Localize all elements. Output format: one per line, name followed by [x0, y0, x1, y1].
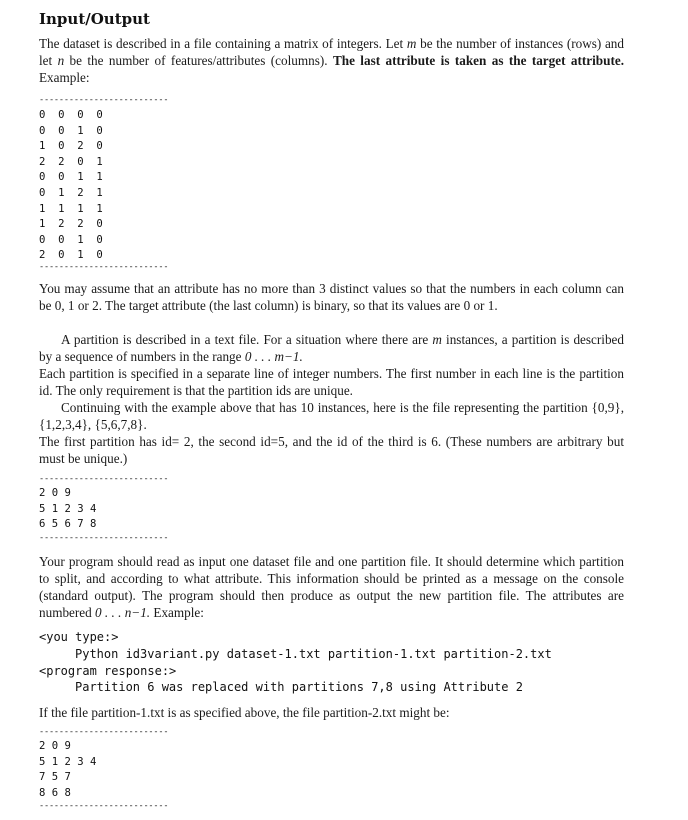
code-line: 0 0 0 0: [39, 109, 103, 121]
you-type-label: <you type:>: [39, 630, 119, 644]
attribute-values-paragraph: You may assume that an attribute has no more than 3 distinct values so that the numbers in each column can be 0, 1 or 2. The target attribute (the last column) is binary, so that its values are 0 or 1.: [39, 281, 624, 313]
code-line: 0 0 1 0: [39, 124, 103, 137]
code-line: 0 0 1 0: [39, 233, 103, 246]
code-line: 2 0 9: [39, 740, 71, 752]
intro-bold-text: The last attribute is taken as the target attribute.: [332, 53, 624, 68]
program-behavior-text-2: Example:: [150, 605, 204, 620]
code-line: 0 0 1 1: [39, 171, 103, 184]
program-behavior-range: 0 . . . n−1.: [95, 605, 151, 620]
intro-paragraph: [39, 35, 624, 86]
dataset-code-block: [39, 108, 103, 264]
separator-bottom-partition2: --------------------------: [39, 801, 169, 811]
code-line: 1 0 2 0: [39, 140, 103, 153]
intro-var-n: n: [57, 53, 65, 68]
code-line: 5 1 2 3 4: [39, 502, 97, 515]
code-line: 1 2 2 0: [39, 218, 103, 231]
partition-desc-range: 0 . . . m−1.: [244, 349, 303, 364]
code-line: 0 1 2 1: [39, 186, 103, 199]
separator-bottom-partition1: --------------------------: [39, 533, 169, 543]
code-line: 2 0 9: [39, 487, 71, 499]
partition-description-paragraph: [39, 331, 624, 365]
code-line: 2 2 0 1: [39, 155, 103, 168]
intro-text-2: be the number of instances (rows) and let: [39, 36, 624, 68]
partition1-code-block: [39, 486, 96, 533]
code-line: 7 5 7: [39, 771, 71, 784]
code-line: 6 5 6 7 8: [39, 518, 97, 531]
separator-top-partition1: --------------------------: [39, 474, 169, 484]
section-heading: Input/Output: [39, 10, 150, 28]
code-line: 8 6 8: [39, 786, 71, 799]
intro-text-3: be the number of features/attributes (columns).: [64, 53, 333, 68]
partition-desc-var-m: m: [432, 332, 442, 347]
code-line: 1 1 1 1: [39, 202, 103, 215]
intro-text-4: Example:: [39, 70, 90, 85]
partition-desc-text-1: A partition is described in a text file. For a situation where there are: [61, 332, 433, 347]
partition-desc-text-2: instances, a partition is described by a sequence of numbers in the range: [39, 332, 624, 364]
partition-ids-paragraph: The first partition has id= 2, the second id=5, and the id of the third is 6. (These numbers are arbitrary but must be unique.): [39, 434, 624, 466]
separator-top-partition2: --------------------------: [39, 727, 169, 737]
partition2-intro-paragraph: If the file partition-1.txt is as specified above, the file partition-2.txt might be:: [39, 705, 450, 720]
program-behavior-paragraph: [39, 553, 624, 621]
program-behavior-text-1: Your program should read as input one dataset file and one partition file. It should determine which partition to split, and according to what attribute. This information should be printed as a message on the console (standard output). The program should then produce as output the new partition file. The attributes are numbered: [39, 554, 624, 620]
program-response-label: <program response:>: [39, 664, 177, 678]
continuing-example-paragraph: Continuing with the example above that has 10 instances, here is the file representing the partition {0,9}, {1,2,3,4}, {5,6,7,8}.: [39, 400, 624, 432]
intro-var-m: m: [406, 36, 417, 51]
code-line: 2 0 1 0: [39, 249, 103, 262]
partition-line-paragraph: Each partition is specified in a separate line of integer numbers. The first number in each line is the partition id. The only requirement is that the partition ids are unique.: [39, 366, 624, 398]
code-line: 5 1 2 3 4: [39, 755, 97, 768]
command-line: Python id3variant.py dataset-1.txt partition-1.txt partition-2.txt: [75, 647, 552, 661]
separator-bottom-dataset: --------------------------: [39, 262, 169, 272]
program-response-text: Partition 6 was replaced with partitions 7,8 using Attribute 2: [75, 680, 523, 694]
separator-top-dataset: --------------------------: [39, 95, 169, 105]
partition2-code-block: [39, 739, 96, 801]
intro-text-1: The dataset is described in a file containing a matrix of integers. Let: [39, 36, 407, 51]
